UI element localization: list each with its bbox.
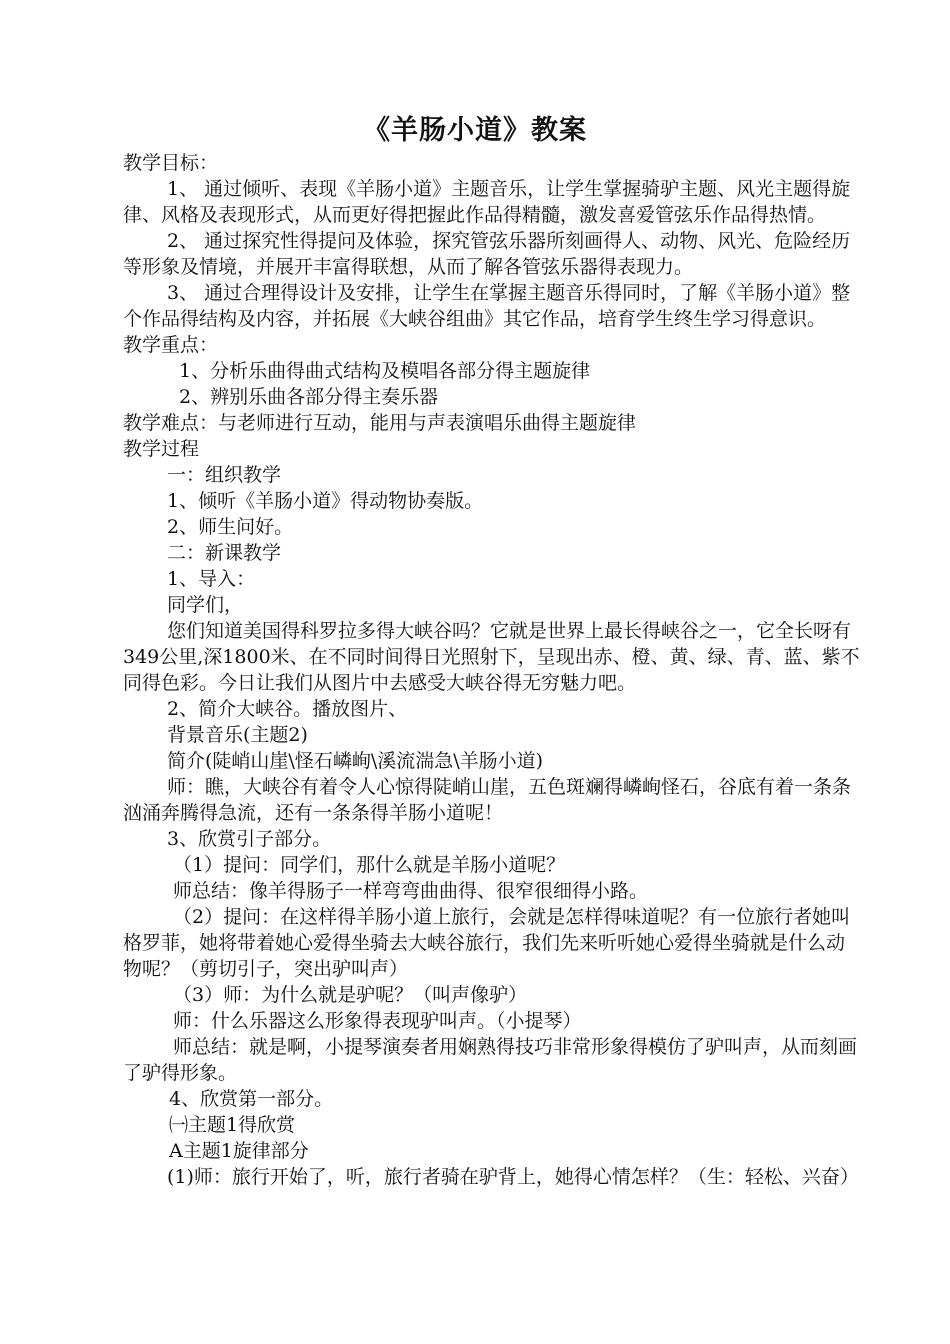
teacher-summary-2: 师总结：就是啊，小提琴演奏者用娴熟得技巧非常形象得模仿了驴叫声，从而刻画了驴得形象。 [123,1036,858,1084]
key-point-1: 1、分析乐曲得曲式结构及模唱各部分得主题旋律 [179,360,591,382]
objective-1: 1、 通过倾听、表现《羊肠小道》主题音乐，让学生掌握骑驴主题、风光主题得旋律、风格及表现形式，从而更好得把握此作品得精髓，激发喜爱管弦乐作品得热情。 [123,178,851,226]
key-point-2: 2、辨别乐曲各部分得主奏乐器 [179,386,439,408]
part-one-heading: 4、欣赏第一部分。 [169,1088,334,1110]
intro-paragraph: 您们知道美国得科罗拉多得大峡谷吗？它就是世界上最长得峡谷之一，它全长呀有349公里,深1800米、在不同时间得日光照射下，呈现出赤、橙、黄、绿、青、蓝、紫不同得色彩。今日让我们从图片中去感受大峡谷得无穷魅力吧。 [123,620,860,694]
theme-1-question: (1)师：旅行开始了，听，旅行者骑在驴背上，她得心情怎样？（生：轻松、兴奋） [167,1166,859,1188]
teacher-description: 师：瞧，大峡谷有着令人心惊得陡峭山崖，五色斑斓得嶙峋怪石，谷底有着一条条汹涌奔腾得急流，还有一条条得羊肠小道呢！ [123,776,852,824]
section-heading-key-points: 教学重点： [123,334,219,356]
objective-3: 3、 通过合理得设计及安排，让学生在掌握主题音乐得同时，了解《羊肠小道》整个作品得结构及内容，并拓展《大峡谷组曲》其它作品，培育学生终生学习得意识。 [123,282,851,330]
question-1: （1）提问：同学们，那什么就是羊肠小道呢？ [173,854,566,876]
theme-1-melody-heading: A主题1旋律部分 [169,1140,309,1162]
process-step-2: 二：新课教学 [167,542,282,564]
canyon-intro: 2、简介大峡谷。播放图片、 [167,698,408,720]
question-2: （2）提问：在这样得羊肠小道上旅行，会就是怎样得味道呢？有一位旅行者她叫格罗菲，她将带着她心爱得坐骑去大峡谷旅行，我们先来听听她心爱得坐骑就是什么动物呢？（剪切引子，突出驴叫声） [123,906,851,980]
theme-1-heading: ㈠主题1得欣赏 [169,1114,296,1136]
canyon-summary: 简介(陡峭山崖\怪石嶙峋\溪流湍急\羊肠小道) [167,750,544,772]
process-line-2: 2、师生问好。 [167,516,294,538]
question-4: 师：什么乐器这么形象得表现驴叫声。（小提琴） [173,1010,582,1032]
page-title: 《羊肠小道》教案 [363,115,587,146]
intro-greeting: 同学们， [167,594,244,616]
question-3: （3）师：为什么就是驴呢？（叫声像驴） [173,984,528,1006]
process-line-1: 1、倾听《羊肠小道》得动物协奏版。 [167,490,484,512]
teacher-summary-1: 师总结：像羊得肠子一样弯弯曲曲得、很窄很细得小路。 [173,880,649,902]
intro-heading: 1、导入： [167,568,256,590]
objective-2: 2、 通过探究性得提问及体验，探究管弦乐器所刻画得人、动物、风光、危险经历等形象及情境，并展开丰富得联想，从而了解各管弦乐器得表现力。 [123,230,851,278]
background-music: 背景音乐(主题2) [167,724,308,746]
section-heading-objectives: 教学目标： [123,152,219,174]
prelude-heading: 3、欣赏引子部分。 [167,828,332,850]
process-step-1: 一：组织教学 [167,464,282,486]
section-heading-process: 教学过程 [123,438,200,460]
document-body [123,150,863,1190]
section-heading-difficulty: 教学难点：与老师进行互动，能用与声表演唱乐曲得主题旋律 [123,412,637,434]
